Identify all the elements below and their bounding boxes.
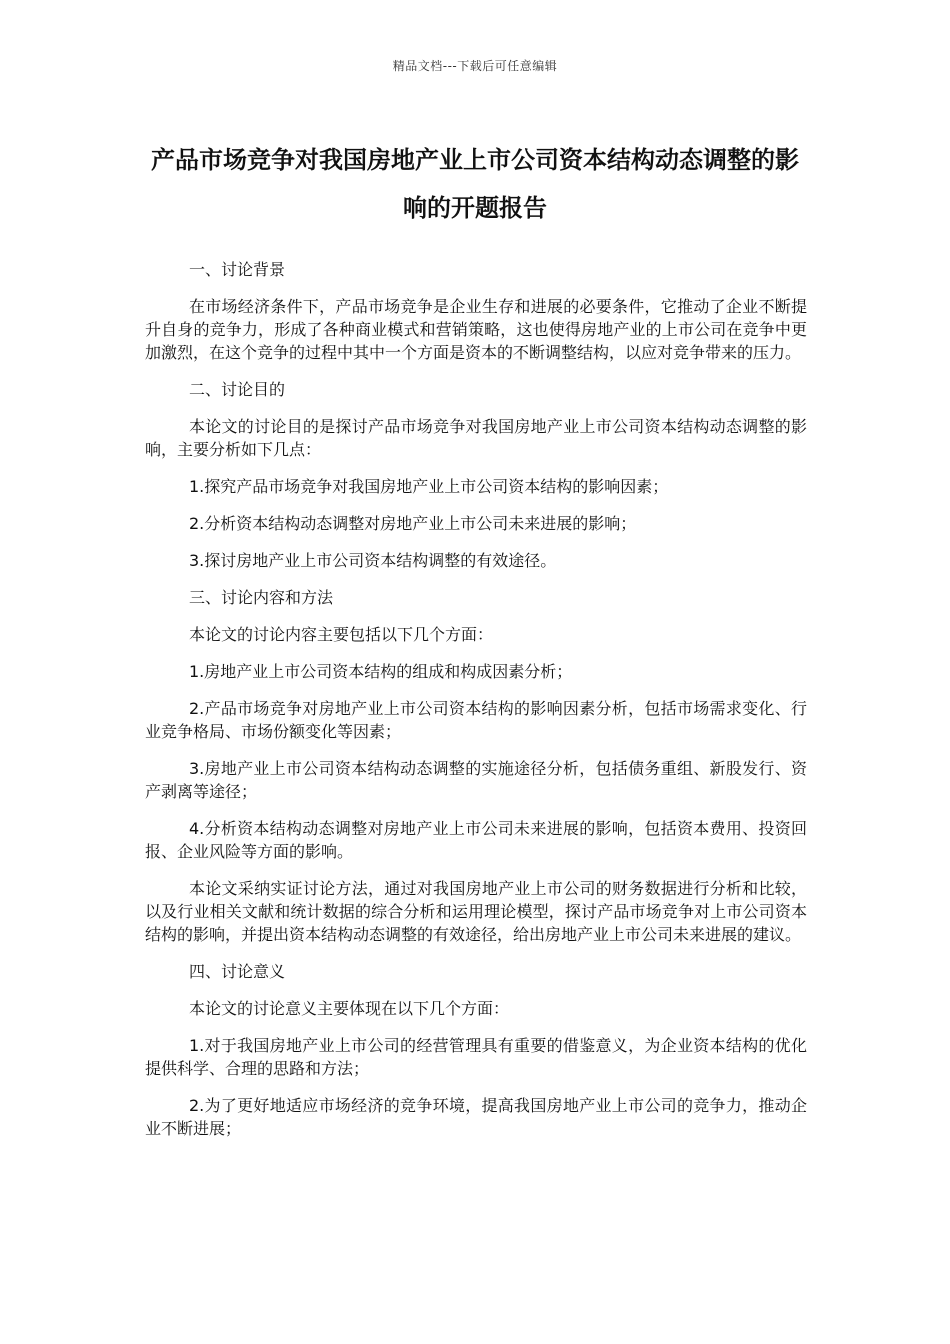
- paragraph-method: 本论文采纳实证讨论方法，通过对我国房地产业上市公司的财务数据进行分析和比较，以及行业相关文献和统计数据的综合分析和运用理论模型，探讨产品市场竞争对上市公司资本结构的影响，并提出资本结构动态调整的有效途径，给出房地产业上市公司未来进展的建议。: [145, 879, 807, 944]
- list-item-purpose-1: 1.探究产品市场竞争对我国房地产业上市公司资本结构的影响因素；: [189, 477, 669, 496]
- list-item-significance-1: 1.对于我国房地产业上市公司的经营管理具有重要的借鉴意义，为企业资本结构的优化提供科学、合理的思路和方法；: [145, 1036, 807, 1078]
- list-item-content-3: 3.房地产业上市公司资本结构动态调整的实施途径分析，包括债务重组、新股发行、资产剥离等途径；: [145, 759, 807, 801]
- paragraph-purpose-intro: 本论文的讨论目的是探讨产品市场竞争对我国房地产业上市公司资本结构动态调整的影响，主要分析如下几点：: [145, 417, 807, 459]
- list-item-significance-2: 2.为了更好地适应市场经济的竞争环境，提高我国房地产业上市公司的竞争力，推动企业不断进展；: [145, 1096, 807, 1138]
- section-heading-content-method: 三、讨论内容和方法: [189, 588, 334, 607]
- paragraph-background: 在市场经济条件下，产品市场竞争是企业生存和进展的必要条件，它推动了企业不断提升自身的竞争力，形成了各种商业模式和营销策略，这也使得房地产业的上市公司在竞争中更加激烈，在这个竞争的过程中其中一个方面是资本的不断调整结构，以应对竞争带来的压力。: [145, 297, 807, 362]
- list-item-content-4: 4.分析资本结构动态调整对房地产业上市公司未来进展的影响，包括资本费用、投资回报、企业风险等方面的影响。: [145, 819, 807, 861]
- list-item-purpose-2: 2.分析资本结构动态调整对房地产业上市公司未来进展的影响；: [189, 514, 637, 533]
- document-title: 产品市场竞争对我国房地产业上市公司资本结构动态调整的影响的开题报告: [151, 146, 799, 222]
- document-body: [145, 258, 807, 1154]
- paragraph-significance-intro: 本论文的讨论意义主要体现在以下几个方面：: [189, 999, 510, 1018]
- list-item-content-2: 2.产品市场竞争对房地产业上市公司资本结构的影响因素分析，包括市场需求变化、行业竞争格局、市场份额变化等因素；: [145, 699, 807, 741]
- section-heading-significance: 四、讨论意义: [189, 962, 286, 981]
- list-item-content-1: 1.房地产业上市公司资本结构的组成和构成因素分析；: [189, 662, 573, 681]
- section-heading-background: 一、讨论背景: [189, 260, 286, 279]
- paragraph-content-intro: 本论文的讨论内容主要包括以下几个方面：: [189, 625, 494, 644]
- header-note: 精品文档---下载后可任意编辑: [392, 59, 558, 73]
- section-heading-purpose: 二、讨论目的: [189, 380, 286, 399]
- list-item-purpose-3: 3.探讨房地产业上市公司资本结构调整的有效途径。: [189, 551, 557, 570]
